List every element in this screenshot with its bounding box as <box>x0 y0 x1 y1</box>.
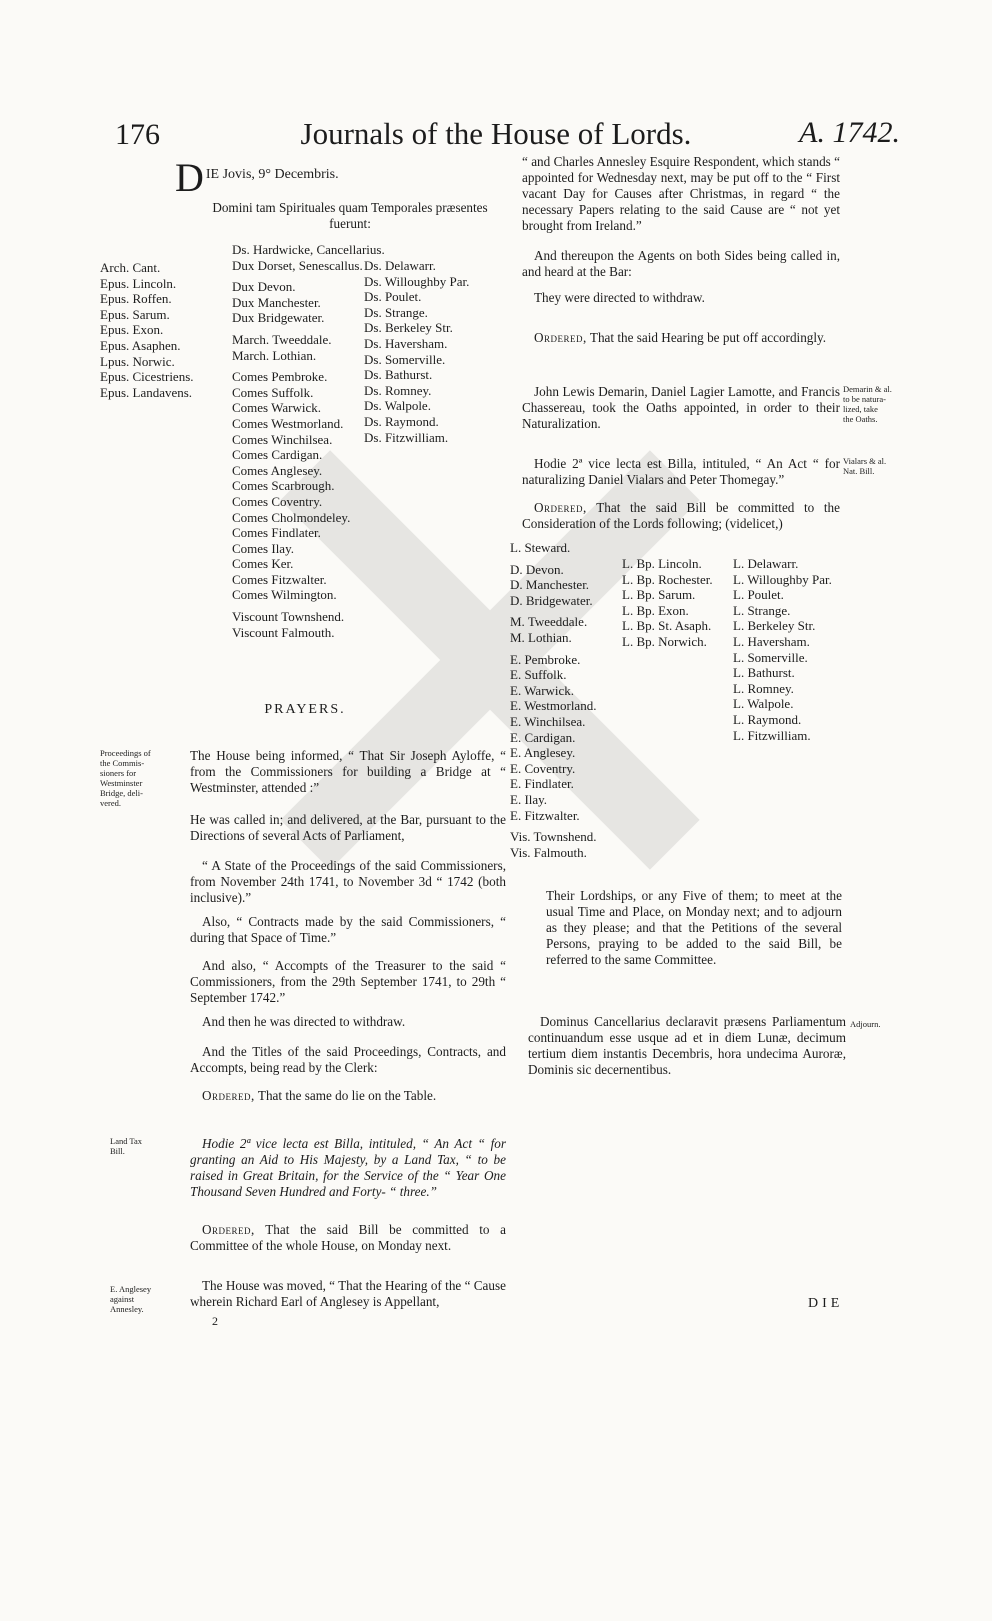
present-line: Domini tam Spirituales quam Temporales præsentes fuerunt: <box>212 200 488 231</box>
bishop-entry: Arch. Cant. <box>100 260 161 275</box>
committee-lord: L. Poulet. <box>733 587 784 603</box>
committee-lord: D. Devon. <box>510 561 564 577</box>
committee-lord: E. Coventry. <box>510 760 576 776</box>
para-continued: “ and Charles Annesley Esquire Respondent, which stands “ appointed for Wednesday next, may be put off to the “ First vacant Day for Causes after Christmas, in regard “ the necessary Papers relating to the said Cause are “ not yet brought from Ireland.” <box>522 154 840 233</box>
lord-entry: Comes Wilmington. <box>232 587 337 603</box>
lord-entry: Viscount Falmouth. <box>232 624 335 640</box>
ordered-word: Ordered, <box>534 500 587 515</box>
committee-lord: L. Bp. Norwich. <box>622 633 707 649</box>
committee-lord: L. Bathurst. <box>733 665 795 681</box>
temporal-lords-col1 <box>232 242 385 640</box>
committee-lord: L. Strange. <box>733 602 791 618</box>
committee-text: That the said Bill be committed to the Consideration of the Lords following; (videlicet,) <box>522 500 840 531</box>
committee-lord: E. Westmorland. <box>510 698 597 714</box>
committee-lord: L. Somerville. <box>733 649 808 665</box>
lord-entry: Comes Cholmondeley. <box>232 509 351 525</box>
bishop-entry: Lpus. Norwic. <box>100 353 175 369</box>
para-landtax: Hodie 2ª vice lecta est Billa, intituled, “ An Act “ for granting an Aid to His Majesty, by a Land Tax, “ to be raised in Great Britain, for the Service of the “ Year One Thousand Seven Hundred and Forty- “ three.” <box>190 1136 506 1199</box>
bishop-entry: Epus. Sarum. <box>100 306 170 322</box>
para-titles: And the Titles of the said Proceedings, Contracts, and Accompts, being read by the Clerk: <box>190 1044 506 1075</box>
bishop-entry: Epus. Cicestriens. <box>100 369 194 385</box>
committee-lord: Vis. Townshend. <box>510 829 597 845</box>
para-withdraw: And then he was directed to withdraw. <box>202 1014 406 1029</box>
committee-lord: E. Anglesey. <box>510 745 576 761</box>
margin-line: Annesley. <box>110 1304 144 1314</box>
bishop-entry: Epus. Asaphen. <box>100 337 181 353</box>
para-moved: The House was moved, “ That the Hearing of the “ Cause wherein Richard Earl of Anglesey is Appellant, <box>190 1278 506 1309</box>
page-title: Journals of the House of Lords. <box>300 116 692 151</box>
lord-entry: Ds. Walpole. <box>364 398 431 414</box>
committee-lord: L. Fitzwilliam. <box>733 727 811 743</box>
lord-entry: Ds. Bathurst. <box>364 367 433 383</box>
committee-lord: L. Willoughby Par. <box>733 571 832 587</box>
para-called: He was called in; and delivered, at the Bar, pursuant to the Directions of several Acts of Parliament, <box>190 812 506 843</box>
committee-lord: E. Warwick. <box>510 682 575 698</box>
lord-entry: Comes Fitzwalter. <box>232 571 327 587</box>
para-ordered-table <box>190 1088 506 1104</box>
margin-line: the Oaths. <box>843 414 878 424</box>
margin-line: sioners for <box>100 768 137 778</box>
committee-lord: E. Findlater. <box>510 776 574 792</box>
lord-entry: Ds. Hardwicke, Cancellarius. <box>232 242 385 257</box>
para-committed <box>190 1222 506 1254</box>
committee-lord: E. Fitzwalter. <box>510 807 580 823</box>
lord-entry: Ds. Willoughby Par. <box>364 273 470 289</box>
bishops-list <box>100 260 205 400</box>
committed-text: That the said Bill be committed to a Committee of the whole House, on Monday next. <box>190 1222 506 1253</box>
committee-lords-col3 <box>733 556 853 743</box>
lord-entry: Viscount Townshend. <box>232 609 345 625</box>
date-text: IE Jovis, 9° Decembris. <box>205 167 339 182</box>
margin-line: Demarin & al. <box>843 384 892 394</box>
bishop-entry: Epus. Roffen. <box>100 291 172 307</box>
lord-entry: Ds. Somerville. <box>364 351 446 367</box>
committee-lord: E. Cardigan. <box>510 729 576 745</box>
committee-lord: E. Winchilsea. <box>510 713 586 729</box>
committee-lord: E. Ilay. <box>510 791 548 807</box>
margin-line: Vialars & al. <box>843 456 887 466</box>
margin-note-adjourn: Adjourn. <box>850 1019 881 1029</box>
para-committee <box>522 500 840 532</box>
lord-entry: March. Lothian. <box>232 347 317 363</box>
para-adjourn: Dominus Cancellarius declaravit præsens Parliamentum continuandum esse usque ad et in diem Lunæ, decimum tertium diem instantis Decembris, hora undecima Auroræ, Dominis sic decernentibus. <box>528 1014 846 1077</box>
margin-line: Land Tax <box>110 1136 143 1146</box>
committee-lord: D. Bridgewater. <box>510 592 593 608</box>
margin-line: Proceedings of <box>100 748 151 758</box>
committee-lord: L. Bp. Rochester. <box>622 571 713 587</box>
lord-entry: Dux Bridgewater. <box>232 310 325 326</box>
committee-lord: L. Delawarr. <box>733 556 799 571</box>
date-line <box>175 155 505 200</box>
drop-cap: D <box>175 155 204 200</box>
para-five: Their Lordships, or any Five of them; to meet at the usual Time and Place, on Monday next; and to adjourn as they please; and that the Petitions of the several Persons, praying to be added to the said Bill, be referred to the same Committee. <box>546 888 842 967</box>
para-agents: And thereupon the Agents on both Sides being called in, and heard at the Bar: <box>522 248 840 279</box>
committee-lord: L. Bp. Exon. <box>622 602 689 618</box>
lord-entry: Comes Westmorland. <box>232 415 344 431</box>
lord-entry: Comes Winchilsea. <box>232 431 333 447</box>
committee-lord: Vis. Falmouth. <box>510 844 587 860</box>
committee-lord: L. Bp. Lincoln. <box>622 556 702 571</box>
committee-lord: L. Raymond. <box>733 711 802 727</box>
page-number: 176 <box>115 118 160 151</box>
year-marker: A. 1742. <box>799 116 900 149</box>
lord-entry: Comes Ilay. <box>232 540 294 556</box>
lord-entry: Comes Cardigan. <box>232 447 323 463</box>
lord-entry: Comes Pembroke. <box>232 369 328 385</box>
para-accompts: And also, “ Accompts of the Treasurer to the said “ Commissioners, from the 29th September 1741, to 29th “ September 1742.” <box>190 958 506 1005</box>
committee-lord: E. Pembroke. <box>510 651 581 667</box>
lord-entry: Comes Scarbrough. <box>232 478 335 494</box>
para-putoff <box>522 330 840 346</box>
margin-line: Nat. Bill. <box>843 466 875 476</box>
lord-entry: Comes Ker. <box>232 556 294 572</box>
margin-note-vialars <box>843 456 913 476</box>
margin-line: Westminster <box>100 778 143 788</box>
signature-mark: 2 <box>212 1314 218 1328</box>
committee-lords-col2 <box>622 556 732 650</box>
committee-lord: M. Lothian. <box>510 629 572 645</box>
committee-lord: L. Walpole. <box>733 696 794 712</box>
lord-entry: Dux Manchester. <box>232 294 321 310</box>
lord-entry: Ds. Raymond. <box>364 413 439 429</box>
margin-line: against <box>110 1294 135 1304</box>
para-informed: The House being informed, “ That Sir Joseph Ayloffe, “ from the Commissioners for building a Bridge at “ Westminster, attended :” <box>190 748 506 795</box>
para-demarin: John Lewis Demarin, Daniel Lagier Lamotte, and Francis Chassereau, took the Oaths appointed, in order to their Naturalization. <box>522 384 840 431</box>
ordered-word: Ordered, <box>202 1088 255 1103</box>
lord-entry: Comes Anglesey. <box>232 462 323 478</box>
margin-line: the Commis- <box>100 758 145 768</box>
margin-line: Bill. <box>110 1146 125 1156</box>
ordered-word: Ordered, <box>202 1222 255 1237</box>
lord-entry: March. Tweeddale. <box>232 331 332 347</box>
lord-entry: Ds. Romney. <box>364 382 432 398</box>
committee-lord: D. Manchester. <box>510 577 590 593</box>
margin-note-anglesey <box>110 1284 180 1314</box>
para-vialars: Hodie 2ª vice lecta est Billa, intituled, “ An Act “ for naturalizing Daniel Vialars and Peter Thomegay.” <box>522 456 840 487</box>
catchword: DIE <box>808 1296 844 1311</box>
prayers-heading: PRAYERS. <box>264 702 346 717</box>
lord-entry: Ds. Fitzwilliam. <box>364 429 449 445</box>
lord-entry: Ds. Berkeley Str. <box>364 320 453 336</box>
putoff-text: That the said Hearing be put off accordingly. <box>589 330 827 345</box>
temporal-lords-col2 <box>364 258 504 445</box>
margin-line: lized, take <box>843 404 878 414</box>
para-withdraw-right: They were directed to withdraw. <box>534 290 705 305</box>
lord-entry: Dux Devon. <box>232 279 296 295</box>
margin-line: E. Anglesey <box>110 1284 152 1294</box>
bishop-entry: Epus. Exon. <box>100 322 164 338</box>
committee-lord: L. Bp. Sarum. <box>622 587 696 603</box>
margin-note-demarin <box>843 384 918 424</box>
para-state: “ A State of the Proceedings of the said Commissioners, from November 24th 1741, to November 3d “ 1742 (both inclusive).” <box>190 858 506 905</box>
lord-entry: Comes Suffolk. <box>232 384 314 400</box>
lord-entry: Comes Warwick. <box>232 400 321 416</box>
lord-entry: Ds. Poulet. <box>364 289 422 305</box>
ordered-word: Ordered, <box>534 330 587 345</box>
lord-entry: Ds. Delawarr. <box>364 258 436 273</box>
committee-lord: L. Bp. St. Asaph. <box>622 618 712 634</box>
committee-lord: L. Haversham. <box>733 633 810 649</box>
lord-entry: Ds. Haversham. <box>364 335 448 351</box>
bishop-entry: Epus. Lincoln. <box>100 275 177 291</box>
lord-entry: Ds. Strange. <box>364 304 428 320</box>
committee-lord: L. Romney. <box>733 680 794 696</box>
bishop-entry: Epus. Landavens. <box>100 384 193 400</box>
committee-lords-col1 <box>510 540 622 860</box>
committee-lord: E. Suffolk. <box>510 667 567 683</box>
margin-note-bridge <box>100 748 180 808</box>
committee-lord: M. Tweeddale. <box>510 614 588 630</box>
lord-entry: Comes Coventry. <box>232 493 323 509</box>
lord-entry: Dux Dorset, Senescallus. <box>232 257 363 273</box>
ordered-table-text: That the same do lie on the Table. <box>257 1088 437 1103</box>
lord-entry: Comes Findlater. <box>232 525 321 541</box>
margin-line: to be natura- <box>843 394 886 404</box>
margin-line: Bridge, deli- <box>100 788 143 798</box>
committee-lord: L. Berkeley Str. <box>733 618 816 634</box>
para-contracts: Also, “ Contracts made by the said Commissioners, “ during that Space of Time.” <box>190 914 506 945</box>
margin-line: vered. <box>100 798 122 808</box>
committee-lord: L. Steward. <box>510 540 571 555</box>
margin-note-landtax <box>110 1136 180 1156</box>
